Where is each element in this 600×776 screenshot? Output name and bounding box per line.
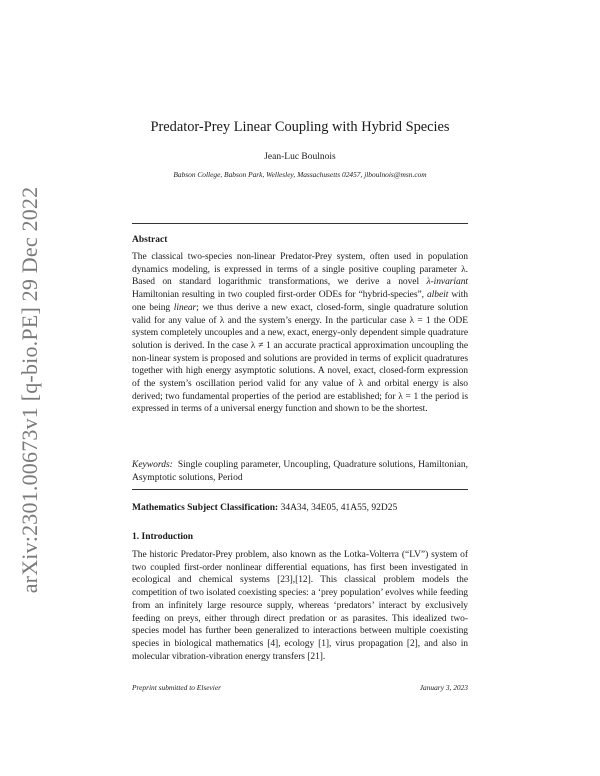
- footer-preprint-note: Preprint submitted to Elsevier: [132, 683, 222, 692]
- author-name: Jean-Luc Boulnois: [264, 152, 336, 162]
- abstract-heading: Abstract: [132, 235, 168, 245]
- abstract-bottom-divider: [132, 489, 468, 490]
- author-affiliation: Babson College, Babson Park, Wellesley, Massachusetts 02457, jlboulnois@msn.com: [173, 170, 427, 179]
- abstract-top-divider: [132, 223, 468, 224]
- arxiv-identifier-stamp: arXiv:2301.00673v1 [q-bio.PE] 29 Dec 2022: [17, 186, 42, 594]
- introduction-heading: 1. Introduction: [132, 532, 194, 542]
- abstract-text: The classical two-species non-linear Predator-Prey system, often used in population dynamics modeling, is expressed in terms of a single positive coupling parameter λ. Based on standard logarithmic transformations, we derive a novel λ-invariant Hamiltonian resulting in two coupled first-order ODEs for “hybrid-species”, albeit with one being linear; we thus derive a new exact, closed-form, single quadrature solution valid for any value of λ and the system’s energy. In the particular case λ = 1 the ODE system completely uncouples and a new, exact, energy-only dependent simple quadrature solution is derived. In the case λ ≠ 1 an accurate practical approximation uncoupling the non-linear system is proposed and solutions are provided in terms of explicit quadratures together with high energy asymptotic solutions. A novel, exact, closed-form expression of the system’s oscillation period valid for any value of λ and orbital energy is also derived; two fundamental properties of the period are established; for λ = 1 the period is expressed in terms of a universal energy function and shown to be the shortest.: [132, 252, 469, 415]
- keywords-text: Single coupling parameter, Uncoupling, Quadrature solutions, Hamiltonian, Asymptotic solutions, Period: [132, 460, 468, 483]
- msc-classification: [132, 503, 468, 513]
- keywords-label: Keywords:: [132, 460, 173, 470]
- msc-codes: 34A34, 34E05, 41A55, 92D25: [280, 503, 398, 513]
- msc-label: Mathematics Subject Classification:: [132, 503, 279, 513]
- keywords: [132, 459, 468, 484]
- introduction-text: The historic Predator-Prey problem, also known as the Lotka-Volterra (“LV”) system of two coupled first-order nonlinear differential equations, has first been investigated in ecological and chemical systems [23],[12]. This classical problem models the competition of two isolated coexisting species: a ‘prey population’ evolves while feeding from an infinitely large resource supply, whereas ‘predators’ interact by exclusively feeding on preys, either through direct predation or as parasites. This idealized two-species model has further been generalized to interactions between multiple coexisting species in biological mathematics [4], ecology [1], virus propagation [2], and also in molecular vibration-vibration energy transfers [21].: [132, 550, 468, 662]
- paper-title: Predator-Prey Linear Coupling with Hybrid Species: [150, 119, 450, 135]
- footer-date: January 3, 2023: [419, 683, 468, 692]
